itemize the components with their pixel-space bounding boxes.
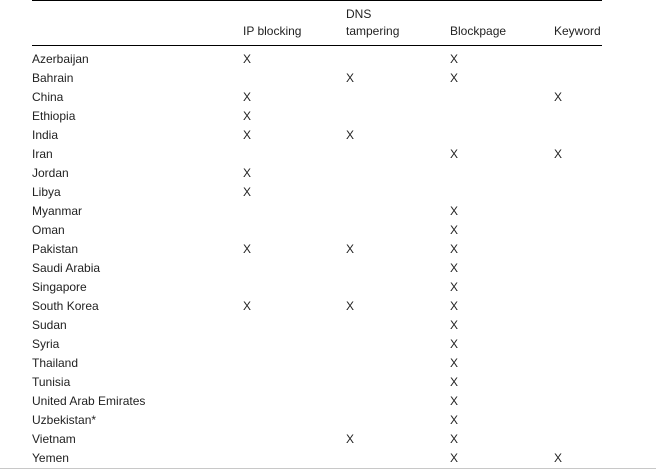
cell-country: Pakistan: [32, 242, 79, 256]
cell-ip-blocking: X: [243, 52, 252, 66]
cell-ip-blocking: X: [243, 185, 252, 199]
cell-keyword: X: [554, 451, 563, 465]
header-blockpage: Blockpage: [450, 24, 507, 38]
cell-keyword: X: [554, 90, 563, 104]
cell-country: Saudi Arabia: [32, 261, 101, 275]
header-ip-blocking: IP blocking: [243, 24, 302, 38]
cell-country: Singapore: [32, 280, 87, 294]
cell-ip-blocking: X: [243, 166, 252, 180]
header-dns-line1: DNS: [346, 7, 372, 21]
cell-ip-blocking: X: [243, 299, 252, 313]
cell-ip-blocking: X: [243, 109, 252, 123]
cell-blockpage: X: [450, 223, 459, 237]
cell-country: India: [32, 128, 59, 142]
cell-country: Syria: [32, 337, 60, 351]
cell-ip-blocking: X: [243, 90, 252, 104]
cell-country: China: [32, 90, 64, 104]
cell-blockpage: X: [450, 242, 459, 256]
cell-blockpage: X: [450, 52, 459, 66]
cell-blockpage: X: [450, 261, 459, 275]
cell-blockpage: X: [450, 71, 459, 85]
cell-country: Yemen: [32, 451, 69, 465]
cell-blockpage: X: [450, 451, 459, 465]
cell-blockpage: X: [450, 337, 459, 351]
cell-country: Sudan: [32, 318, 67, 332]
cell-country: Bahrain: [32, 71, 74, 85]
cell-blockpage: X: [450, 413, 459, 427]
cell-blockpage: X: [450, 432, 459, 446]
cell-blockpage: X: [450, 147, 459, 161]
cell-country: Uzbekistan*: [32, 413, 97, 427]
cell-blockpage: X: [450, 356, 459, 370]
cell-blockpage: X: [450, 280, 459, 294]
cell-blockpage: X: [450, 394, 459, 408]
cell-dns-tampering: X: [346, 299, 355, 313]
cell-country: Libya: [32, 185, 61, 199]
cell-blockpage: X: [450, 318, 459, 332]
cell-blockpage: X: [450, 299, 459, 313]
cell-country: Jordan: [32, 166, 69, 180]
header-keyword: Keyword: [554, 24, 601, 38]
cell-country: Vietnam: [32, 432, 76, 446]
cell-country: Azerbaijan: [32, 52, 89, 66]
cell-country: United Arab Emirates: [32, 394, 146, 408]
cell-country: Iran: [32, 147, 53, 161]
cell-ip-blocking: X: [243, 128, 252, 142]
cell-country: South Korea: [32, 299, 99, 313]
table-top-rule: [32, 0, 602, 1]
cell-blockpage: X: [450, 375, 459, 389]
cell-country: Thailand: [32, 356, 79, 370]
table-bottom-rule: [0, 468, 656, 469]
cell-country: Ethiopia: [32, 109, 76, 123]
cell-dns-tampering: X: [346, 71, 355, 85]
table-header-rule: [32, 45, 602, 46]
cell-country: Tunisia: [32, 375, 71, 389]
cell-country: Myanmar: [32, 204, 83, 218]
cell-ip-blocking: X: [243, 242, 252, 256]
cell-keyword: X: [554, 147, 563, 161]
cell-country: Oman: [32, 223, 65, 237]
cell-dns-tampering: X: [346, 432, 355, 446]
cell-dns-tampering: X: [346, 128, 355, 142]
header-dns-line2: tampering: [346, 24, 400, 38]
cell-blockpage: X: [450, 204, 459, 218]
cell-dns-tampering: X: [346, 242, 355, 256]
